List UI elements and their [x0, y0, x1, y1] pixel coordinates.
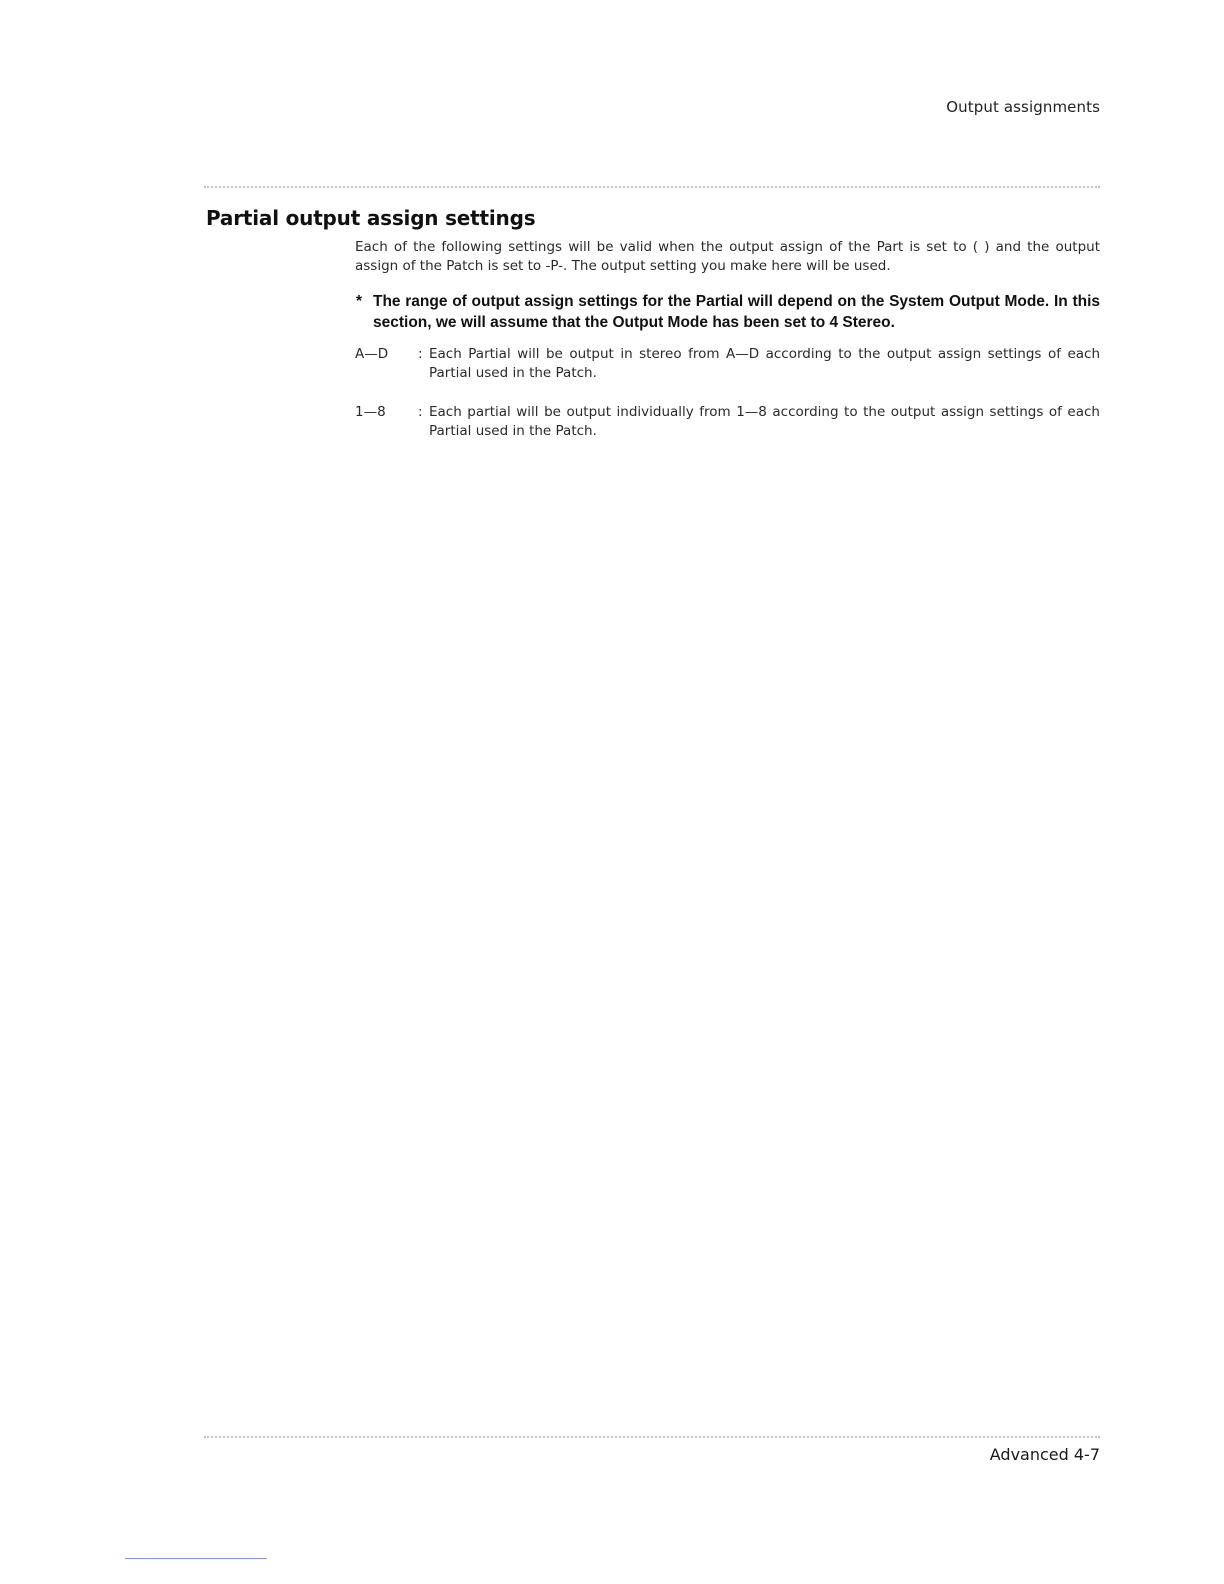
intro-paragraph: Each of the following settings will be valid when the output assign of the Part is set to ( ) and the output assign of the Patch is set to -P-. The output setting you make here will be used. — [355, 239, 1100, 274]
page-number: Advanced 4-7 — [989, 1445, 1100, 1464]
note-paragraph — [355, 291, 1100, 333]
definition-description: Each Partial will be output in stereo from A—D according to the output assign settings of each Partial used in the Patch. — [429, 346, 1100, 381]
top-divider — [204, 186, 1100, 188]
note-bullet: * — [356, 293, 363, 310]
bottom-divider — [204, 1436, 1100, 1438]
note-text: The range of output assign settings for the Partial will depend on the System Output Mode. In this section, we will assume that the Output Mode has been set to 4 Stereo. — [373, 293, 1100, 331]
section-body — [355, 238, 1100, 441]
definition-separator: : — [418, 404, 423, 420]
definition-separator: : — [418, 346, 423, 362]
section-title: Partial output assign settings — [206, 206, 536, 230]
running-head: Output assignments — [946, 98, 1100, 116]
definition-item — [355, 345, 1100, 383]
scan-artifact-line — [125, 1558, 267, 1559]
definition-term: 1—8 — [355, 404, 386, 420]
definition-item — [355, 403, 1100, 441]
definition-description: Each partial will be output individually from 1—8 according to the output assign settings of each Partial used in the Patch. — [429, 404, 1100, 439]
definition-term: A—D — [355, 346, 389, 362]
